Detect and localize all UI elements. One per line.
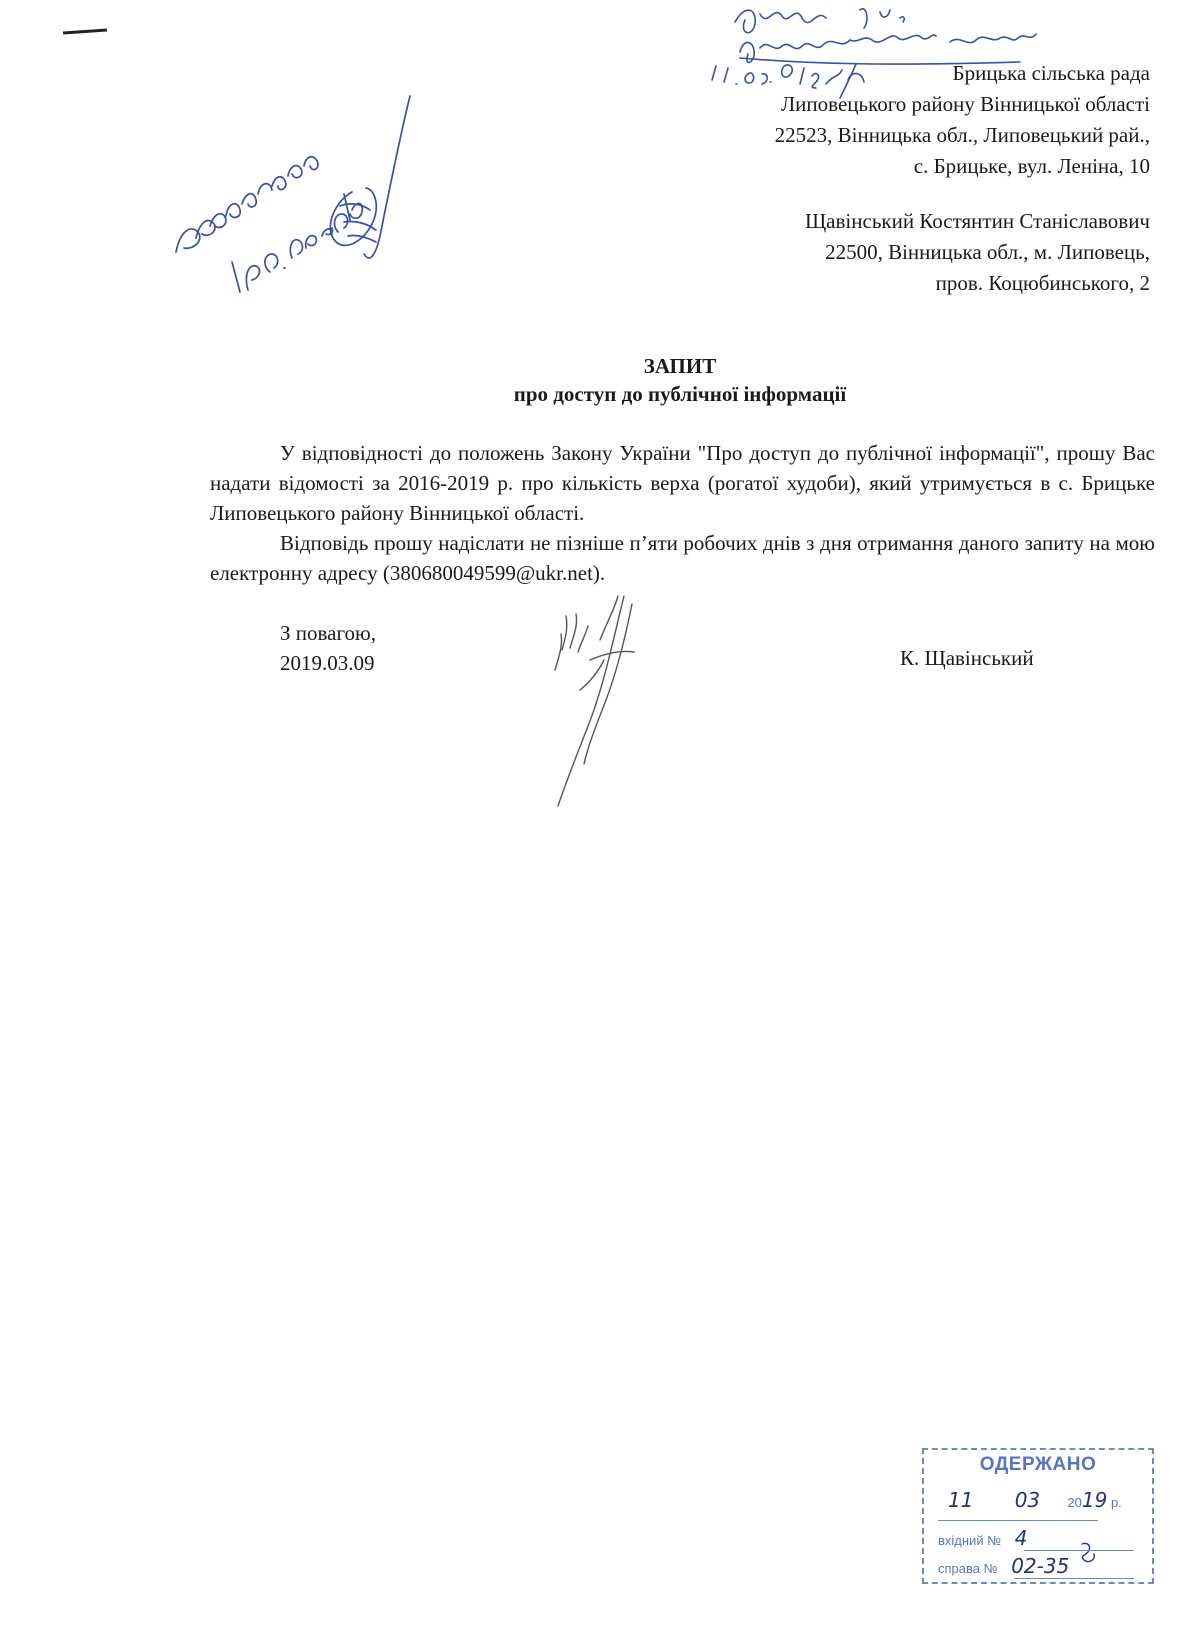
recipient-line: с. Брицьке, вул. Леніна, 10 bbox=[913, 154, 1150, 178]
stamp-case-number: 02-35 bbox=[1011, 1554, 1070, 1578]
scan-dash-mark bbox=[63, 28, 107, 34]
stamp-incoming-label: вхідний № bbox=[938, 1533, 1002, 1548]
stamp-incoming-number: 4 bbox=[1014, 1526, 1028, 1550]
document-title-block bbox=[0, 352, 1200, 408]
received-stamp bbox=[922, 1448, 1154, 1584]
sender-line: пров. Коцюбинського, 2 bbox=[935, 271, 1150, 295]
closing-block bbox=[280, 618, 376, 678]
stamp-case-row bbox=[938, 1554, 1069, 1578]
body-paragraph: Відповідь прошу надіслати не пізніше п’яти робочих днів з дня отримання даного запиту на мою електронну адресу (380680049599@ukr.net). bbox=[210, 531, 1155, 585]
stamp-case-label: справа № bbox=[938, 1561, 998, 1576]
recipient-address-block bbox=[775, 58, 1150, 182]
left-completed-handwriting bbox=[176, 96, 410, 292]
recipient-line: 22523, Вінницька обл., Липовецький рай., bbox=[774, 123, 1150, 147]
sender-line: 22500, Вінницька обл., м. Липовець, bbox=[825, 240, 1150, 264]
stamp-year-label: р. bbox=[1110, 1495, 1122, 1510]
stamp-date-row: 11 03 2019 р. bbox=[948, 1488, 1122, 1512]
signer-name: К. Щавінський bbox=[900, 646, 1034, 670]
recipient-line: Липовецького району Вінницької області bbox=[780, 92, 1150, 116]
closing-date: 2019.03.09 bbox=[280, 651, 375, 675]
author-signature bbox=[555, 596, 634, 806]
recipient-line: Брицька сільська рада bbox=[952, 61, 1150, 85]
stamp-date-year: 19 bbox=[1081, 1488, 1108, 1512]
document-title: ЗАПИТ bbox=[643, 354, 717, 378]
closing-greeting: З повагою, bbox=[280, 621, 376, 645]
sender-address-block bbox=[805, 206, 1150, 299]
stamp-date-day: 11 bbox=[948, 1488, 974, 1512]
stamp-date-month: 03 bbox=[1014, 1488, 1041, 1512]
stamp-title: ОДЕРЖАНО bbox=[979, 1454, 1097, 1475]
document-subtitle: про доступ до публічної інформації bbox=[513, 382, 847, 406]
request-body bbox=[210, 438, 1155, 588]
sender-line: Щавінський Костянтин Станіславович bbox=[805, 209, 1150, 233]
body-paragraph: У відповідності до положень Закону України "Про доступ до публічної інформації", прошу Вас надати відомості за 2016-2019 р. про кількість верха (рогатої худоби), який утримується в с. Брицьке Липовецького району Вінницької області. bbox=[210, 441, 1155, 525]
stamp-incoming-row bbox=[938, 1526, 1028, 1550]
